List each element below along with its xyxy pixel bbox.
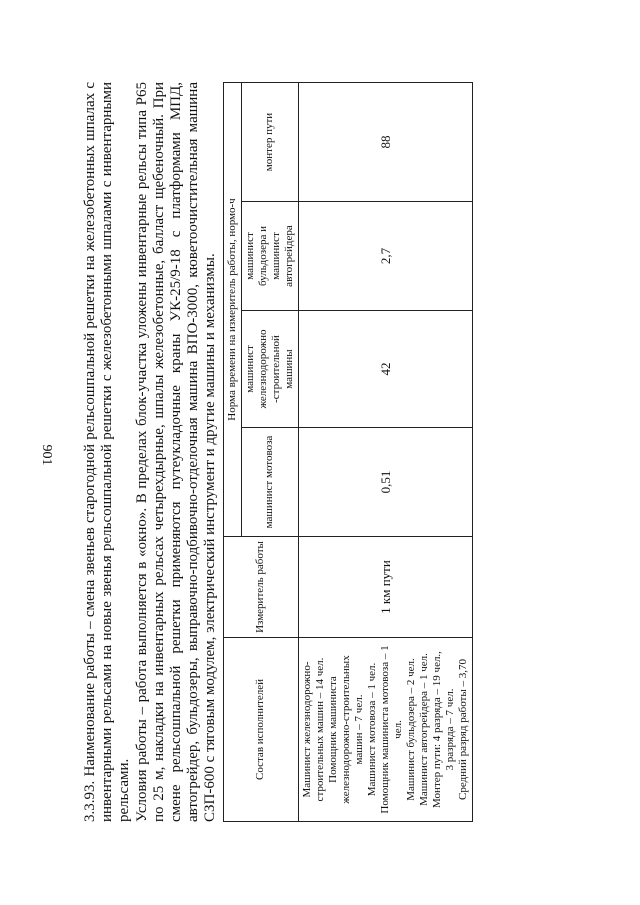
- rotated-page-content: [82, 82, 469, 822]
- value-locomotive-driver: 0,51: [298, 428, 472, 537]
- unit-cell: 1 км пути: [298, 537, 472, 638]
- staff-line: Монтер пути: 4 разряда – 19 чел.,: [430, 651, 443, 808]
- page-number: 901: [39, 444, 54, 466]
- staff-line: Помощник машиниста железнодорожно-строительных машин – 7 чел.: [326, 655, 365, 804]
- header-staff: Состав исполнителей: [223, 638, 298, 822]
- staff-line: Средний разряд работы – 3,70: [456, 659, 469, 800]
- subheader-track-fitter: монтер пути: [241, 83, 298, 202]
- header-norm: Норма времени на измеритель работы, нормо-ч: [223, 83, 241, 537]
- subheader-track-machine-driver: машинист железнодорожно -строительной машины: [241, 311, 298, 428]
- staff-line: Машинист автогрейдера – 1 чел.: [417, 653, 430, 806]
- subheader-locomotive-driver: машинист мотовоза: [241, 428, 298, 537]
- header-unit: Измеритель работы: [223, 537, 298, 638]
- time-norm-table: [223, 82, 473, 822]
- work-name-paragraph: 3.3.93. Наименование работы – смена звеньев старогодной рельсошпальной решетки на железобетонных шпалах с инвентарными рельсами на новые звенья рельсошпальной решетки с железобетонными шпалами с инвентарными рельсами.: [82, 82, 133, 822]
- table-header-row: [223, 83, 241, 822]
- value-track-fitter: 88: [298, 83, 472, 202]
- value-track-machine-driver: 42: [298, 311, 472, 428]
- subheader-bulldozer-grader-driver: машинист бульдозера и машинист автогрейдера: [241, 202, 298, 311]
- staff-line: 3 разряда – 7 чел.: [443, 688, 456, 771]
- staff-line: Машинист железнодорожно-строительных машин – 14 чел.: [300, 657, 326, 802]
- staff-line: Помощник машиниста мотовоза – 1 чел.: [378, 645, 404, 814]
- staff-line: Машинист бульдозера – 2 чел.: [404, 658, 417, 801]
- staff-cell: [298, 638, 472, 822]
- table-row: [298, 83, 472, 822]
- work-conditions-paragraph: Условия работы – работа выполняется в «окно». В пределах блок-участка уложены инвентарные рельсы типа Р65 по 25 м, накладки на инвентарных рельсах четырехдырные, шпалы железобетонные, балласт щебеночный. При смене рельсошпальной решетки применяются путеукладочные краны УК-25/9-18 с платформами МПД, автогрейдер, бульдозеры, выправочно-подбивочно-отделочная машина ВПО-3000, кюветоочистительная машина СЗП-600 с тяговым модулем, электрический инструмент и другие машины и механизмы.: [133, 82, 219, 822]
- staff-line: Машинист мотовоза – 1 чел.: [365, 662, 378, 797]
- value-bulldozer-grader-driver: 2,7: [298, 202, 472, 311]
